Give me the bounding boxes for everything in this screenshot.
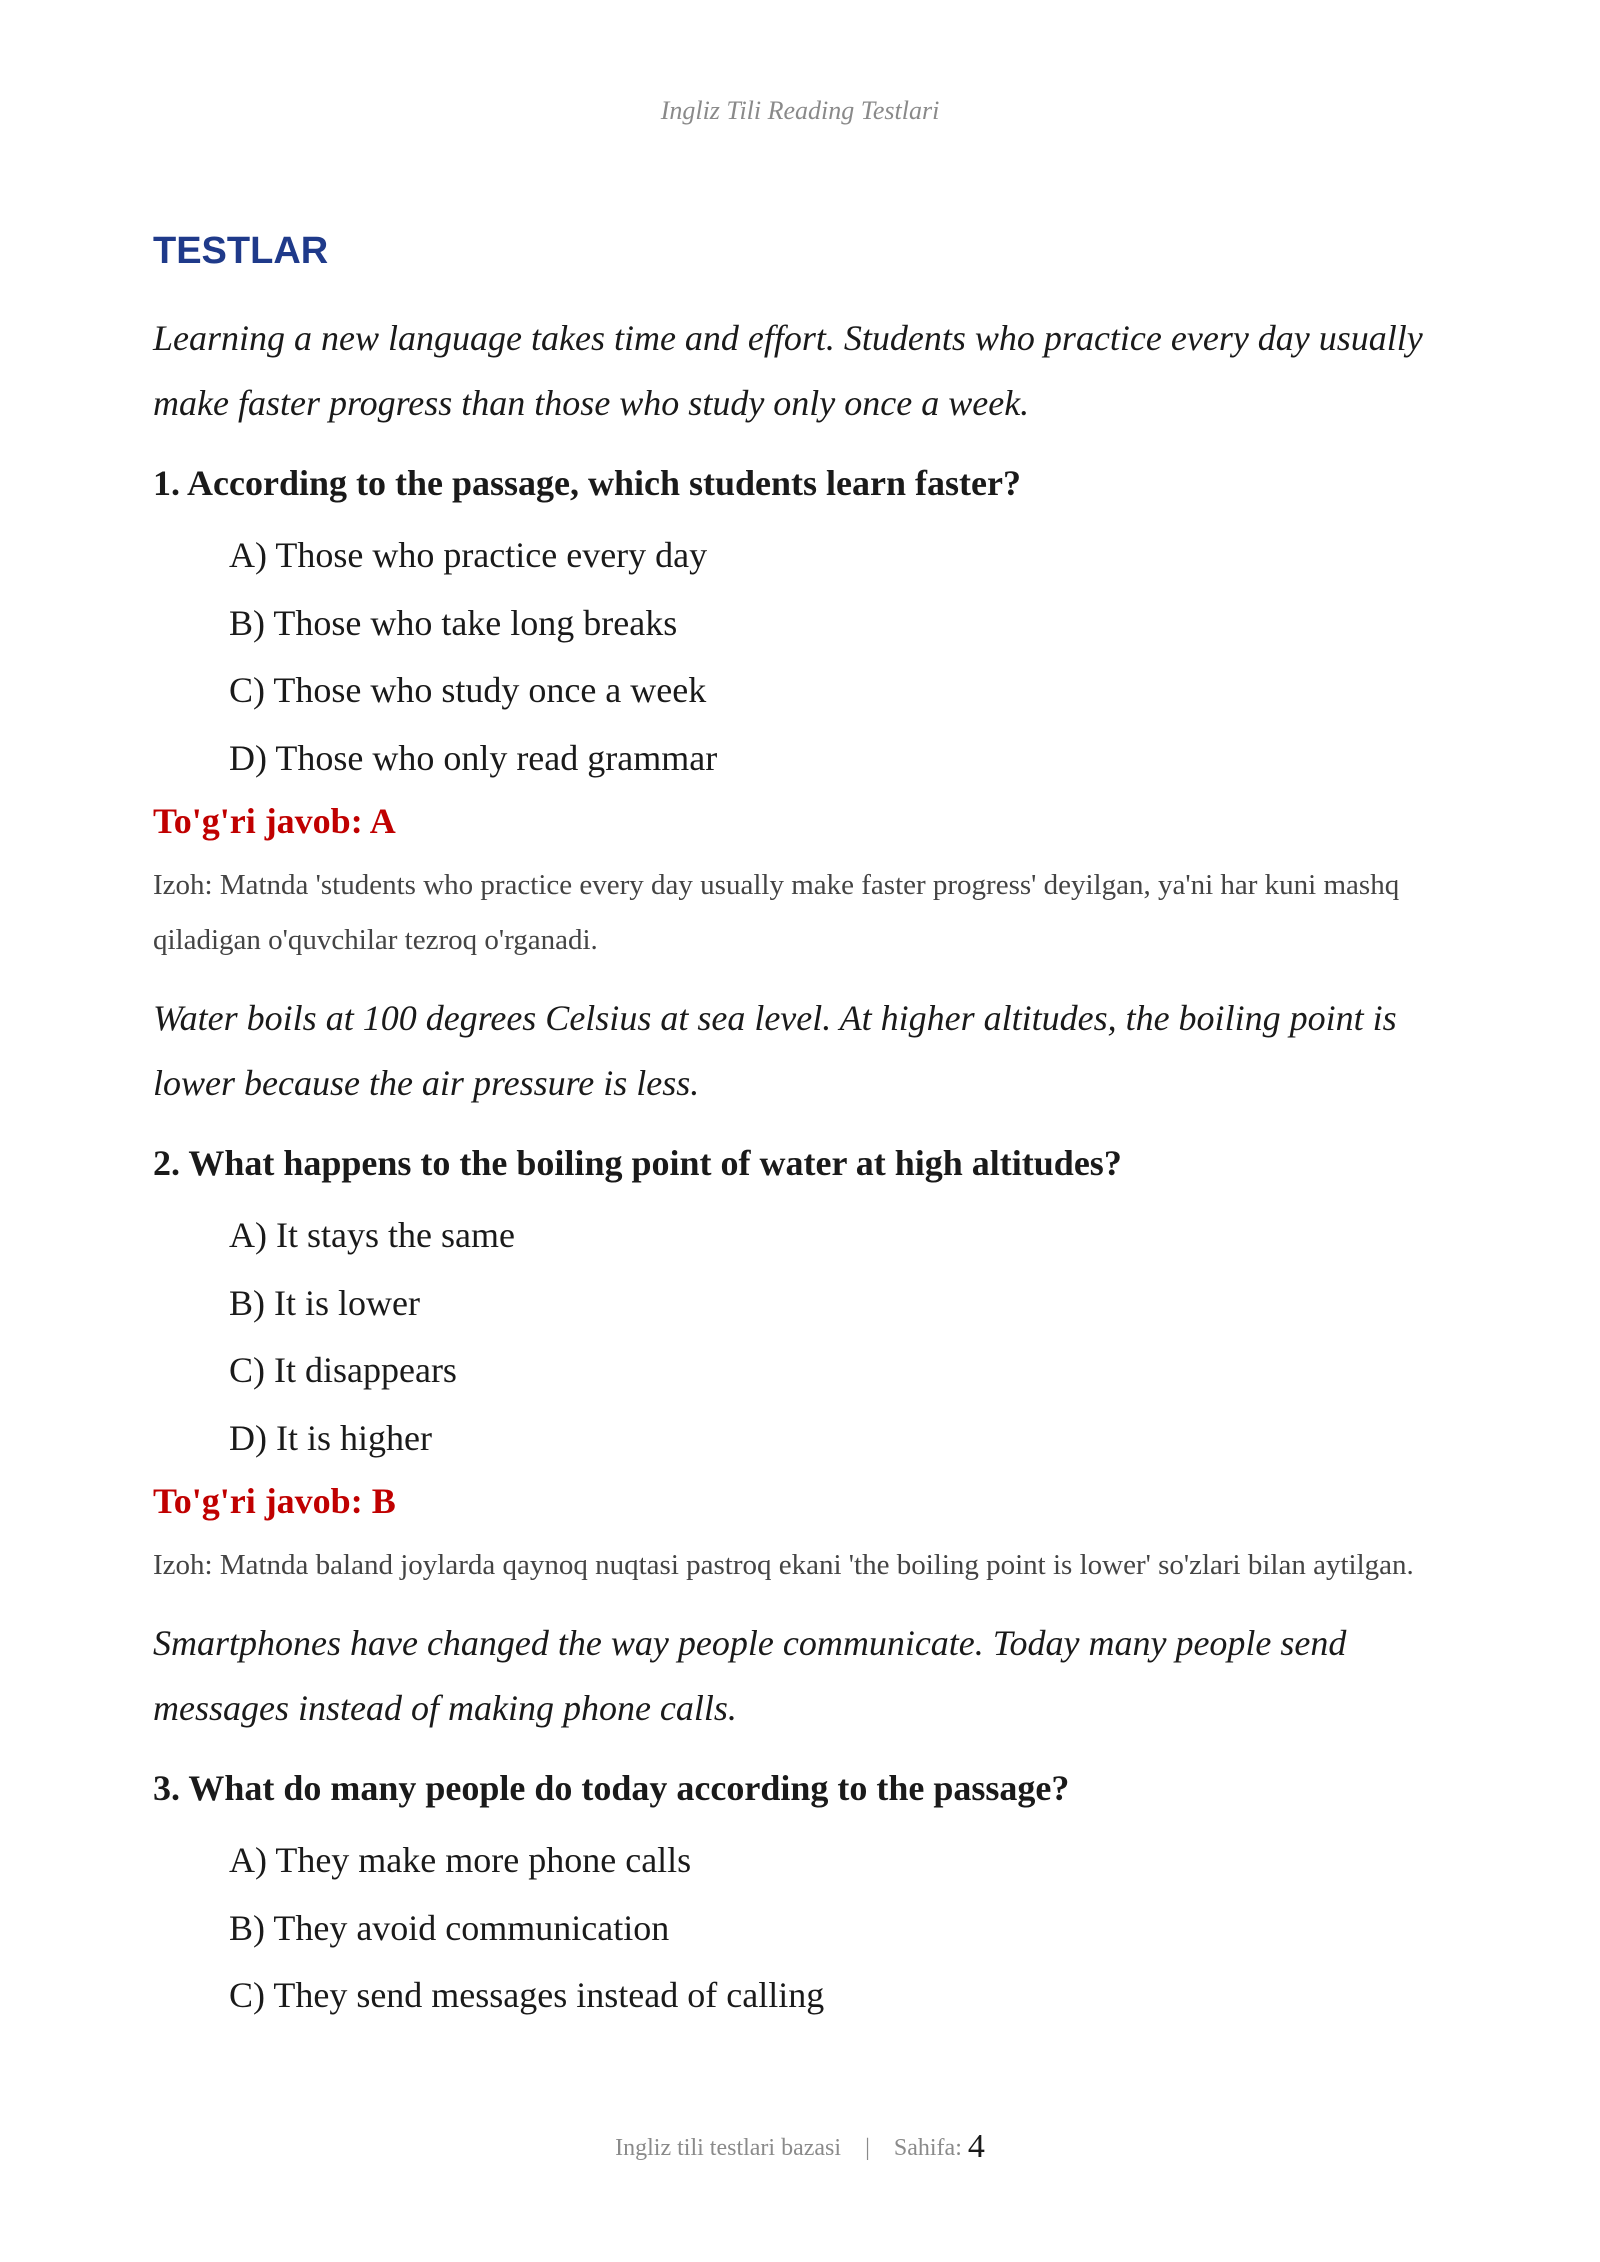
- question-text: 1. According to the passage, which students learn faster?: [153, 463, 1021, 503]
- option-c: C) They send messages instead of calling: [229, 1975, 825, 2015]
- page-number: 4: [967, 2128, 985, 2165]
- test-block-1: [153, 306, 1453, 968]
- footer-separator: |: [865, 2135, 870, 2161]
- option-a: A) It stays the same: [229, 1215, 515, 1255]
- answer-options: [153, 1827, 1453, 2030]
- reading-passage: Water boils at 100 degrees Celsius at sea level. At higher altitudes, the boiling point is lower because the air pressure is less.: [153, 998, 1397, 1103]
- reading-passage: Learning a new language takes time and effort. Students who practice every day usually make faster progress than those who study only once a week.: [153, 318, 1423, 423]
- option-c: C) It disappears: [229, 1350, 457, 1390]
- test-block-3: [153, 1611, 1453, 2030]
- option-b: B) It is lower: [229, 1282, 420, 1323]
- explanation-note: Izoh: Matnda 'students who practice every day usually make faster progress' deyilgan, ya'ni har kuni mashq qiladigan o'quvchilar tezroq o'rganadi.: [153, 869, 1400, 956]
- option-c: C) Those who study once a week: [229, 670, 707, 710]
- option-b: B) They avoid communication: [229, 1907, 670, 1948]
- running-header: Ingliz Tili Reading Testlari: [660, 96, 940, 125]
- option-d: D) It is higher: [229, 1417, 432, 1458]
- reading-passage: Smartphones have changed the way people communicate. Today many people send messages instead of making phone calls.: [153, 1623, 1347, 1728]
- correct-answer: To'g'ri javob: A: [153, 801, 396, 841]
- footer-label: Ingliz tili testlari bazasi: [615, 2135, 842, 2161]
- answer-options: [153, 522, 1453, 792]
- option-a: A) They make more phone calls: [229, 1840, 692, 1880]
- section-title: TESTLAR: [153, 230, 329, 272]
- question-text: 2. What happens to the boiling point of water at high altitudes?: [153, 1143, 1122, 1183]
- page-footer: [0, 2128, 1600, 2166]
- test-block-2: [153, 986, 1453, 1593]
- answer-options: [153, 1202, 1453, 1472]
- option-a: A) Those who practice every day: [229, 535, 708, 575]
- option-b: B) Those who take long breaks: [229, 602, 678, 643]
- page-content: [153, 226, 1453, 2030]
- explanation-note: Izoh: Matnda baland joylarda qaynoq nuqtasi pastroq ekani 'the boiling point is lower' so'zlari bilan aytilgan.: [153, 1549, 1414, 1581]
- option-d: D) Those who only read grammar: [229, 737, 718, 778]
- correct-answer: To'g'ri javob: B: [153, 1481, 396, 1521]
- question-text: 3. What do many people do today according to the passage?: [153, 1768, 1070, 1808]
- footer-page-label: Sahifa:: [893, 2135, 962, 2161]
